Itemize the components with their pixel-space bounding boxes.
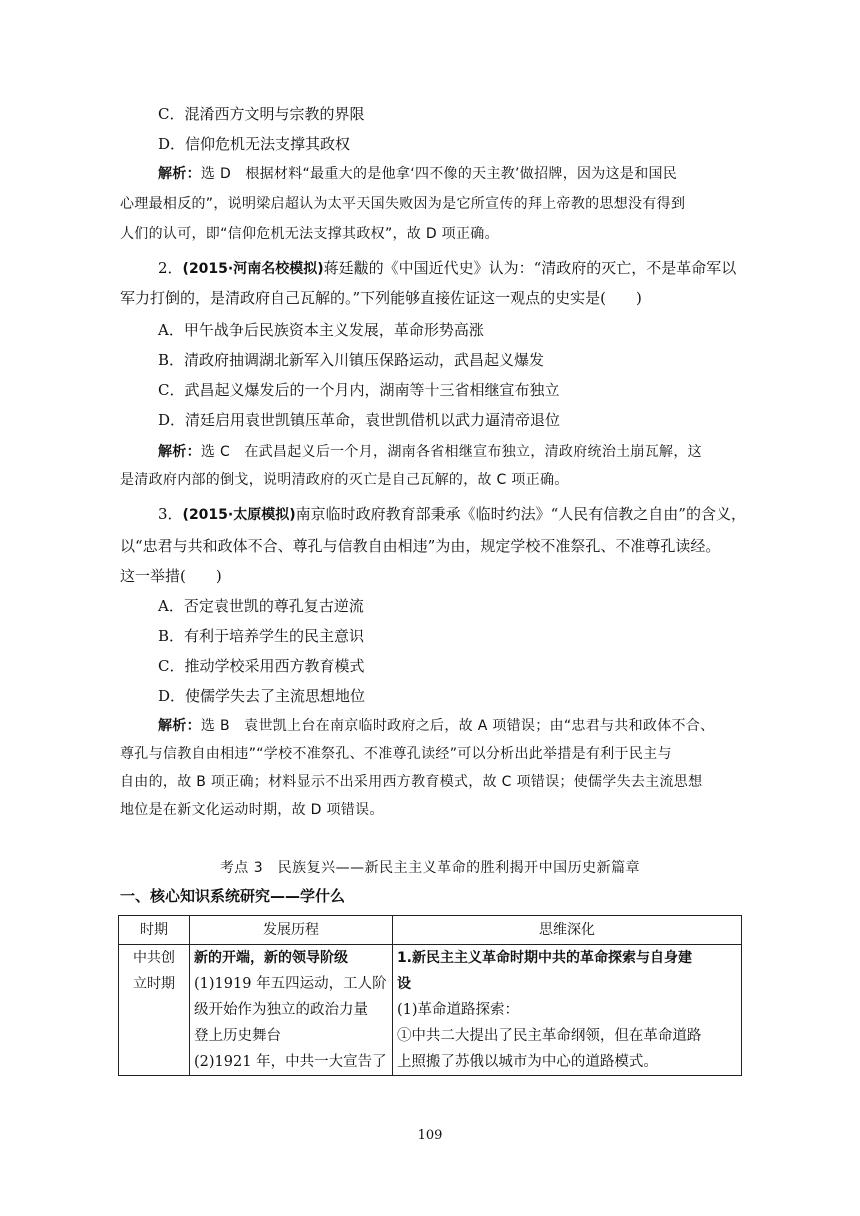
topic-title: 考点 3 民族复兴——新民主主义革命的胜利揭开中国历史新篇章 <box>219 860 641 876</box>
q3-explanation-line-2: 尊孔与信教自由相违”“学校不准祭孔、不准尊孔读经”可以分析出此举措是有利于民主与 <box>120 746 672 762</box>
header-development: 发展历程 <box>190 916 393 945</box>
q3-explanation-line-3: 自由的，故 B 项正确；材料显示不出采用西方教育模式，故 C 项错误；使儒学失去主流思想 <box>120 774 703 790</box>
section-title: 一、核心知识系统研究——学什么 <box>120 887 346 905</box>
q3-explanation-line-4: 地位是在新文化运动时期，故 D 项错误。 <box>120 802 384 818</box>
q2-explanation-label: 解析： <box>158 444 201 460</box>
table-header-row <box>119 916 742 945</box>
q2-explanation-line-2: 是清政府内部的倒戈，说明清政府的灭亡是自己瓦解的，故 C 项正确。 <box>120 472 569 488</box>
q2-option-a: A．甲午战争后民族资本主义发展，革命形势高涨 <box>158 321 484 339</box>
header-deepening: 思维深化 <box>392 916 741 945</box>
q1-explanation-label: 解析： <box>158 166 201 182</box>
table-row <box>119 945 742 1076</box>
development-heading: 新的开端，新的领导阶级 <box>194 950 349 966</box>
q1-explanation-line-2: 心理最相反的”，说明梁启超认为太平天国失败因为是它所宣传的拜上帝教的思想没有得到 <box>120 196 686 212</box>
development-cell: 新的开端，新的领导阶级 (1)1919 年五四运动，工人阶 级开始作为独立的政治力量 登上历史舞台 (2)1921 年，中共一大宣告了 <box>190 945 393 1076</box>
q3-option-b: B．有利于培养学生的民主意识 <box>158 627 365 645</box>
q3-explanation-line-1: 解析：选 B 袁世凯上台在南京临时政府之后，故 A 项错误；由“忠君与共和政体不合、 <box>158 718 715 734</box>
q2-option-d: D．清廷启用袁世凯镇压革命，袁世凯借机以武力逼清帝退位 <box>158 411 561 429</box>
q2-stem-line-2: 军力打倒的，是清政府自己瓦解的。”下列能够直接佐证这一观点的史实是( ) <box>120 289 642 307</box>
q2-option-c: C．武昌起义爆发后的一个月内，湖南等十三省相继宣布独立 <box>158 381 560 399</box>
q2-stem-line-1: 2．(2015·河南名校模拟)蒋廷黻的《中国近代史》认为：“清政府的灭亡，不是革命军以 <box>158 259 737 277</box>
q1-option-d: D．信仰危机无法支撑其政权 <box>158 135 351 153</box>
q2-source: (2015·河南名校模拟) <box>182 261 324 277</box>
knowledge-table <box>118 915 742 1076</box>
q2-explanation-line-1: 解析：选 C 在武昌起义后一个月，湖南各省相继宣布独立，清政府统治土崩瓦解，这 <box>158 444 702 460</box>
period-cell: 中共创 立时期 <box>119 945 190 1076</box>
q3-option-a: A．否定袁世凯的尊孔复古逆流 <box>158 597 364 615</box>
q3-option-d: D．使儒学失去了主流思想地位 <box>158 687 366 705</box>
q1-explanation-line-3: 人们的认可，即“信仰危机无法支撑其政权”，故 D 项正确。 <box>120 226 499 242</box>
deepening-cell: 1.新民主主义革命时期中共的革命探索与自身建 设 (1)革命道路探索： ①中共二大提出了民主革命纲领，但在革命道路 上照搬了苏俄以城市为中心的道路模式。 <box>392 945 741 1076</box>
q1-explanation-line-1: 解析：选 D 根据材料“最重大的是他拿‘四不像的天主教’做招牌，因为这是和国民 <box>158 166 678 182</box>
q3-stem-line-1: 3．(2015·太原模拟)南京临时政府教育部秉承《临时约法》“人民有信教之自由”的含义， <box>158 505 746 523</box>
q3-explanation-label: 解析： <box>158 718 201 734</box>
q3-option-c: C．推动学校采用西方教育模式 <box>158 657 365 675</box>
q3-stem-line-3: 这一举措( ) <box>120 567 222 585</box>
q2-option-b: B．清政府抽调湖北新军入川镇压保路运动，武昌起义爆发 <box>158 351 545 369</box>
page-number: 109 <box>417 1128 443 1143</box>
q3-stem-line-2: 以“忠君与共和政体不合、尊孔与信教自由相违”为由，规定学校不准祭孔、不准尊孔读经。 <box>120 537 721 555</box>
q1-option-c: C．混淆西方文明与宗教的界限 <box>158 105 365 123</box>
deepening-heading: 1.新民主主义革命时期中共的革命探索与自身建 <box>396 950 692 966</box>
q3-source: (2015·太原模拟) <box>182 507 296 523</box>
header-period: 时期 <box>119 916 190 945</box>
